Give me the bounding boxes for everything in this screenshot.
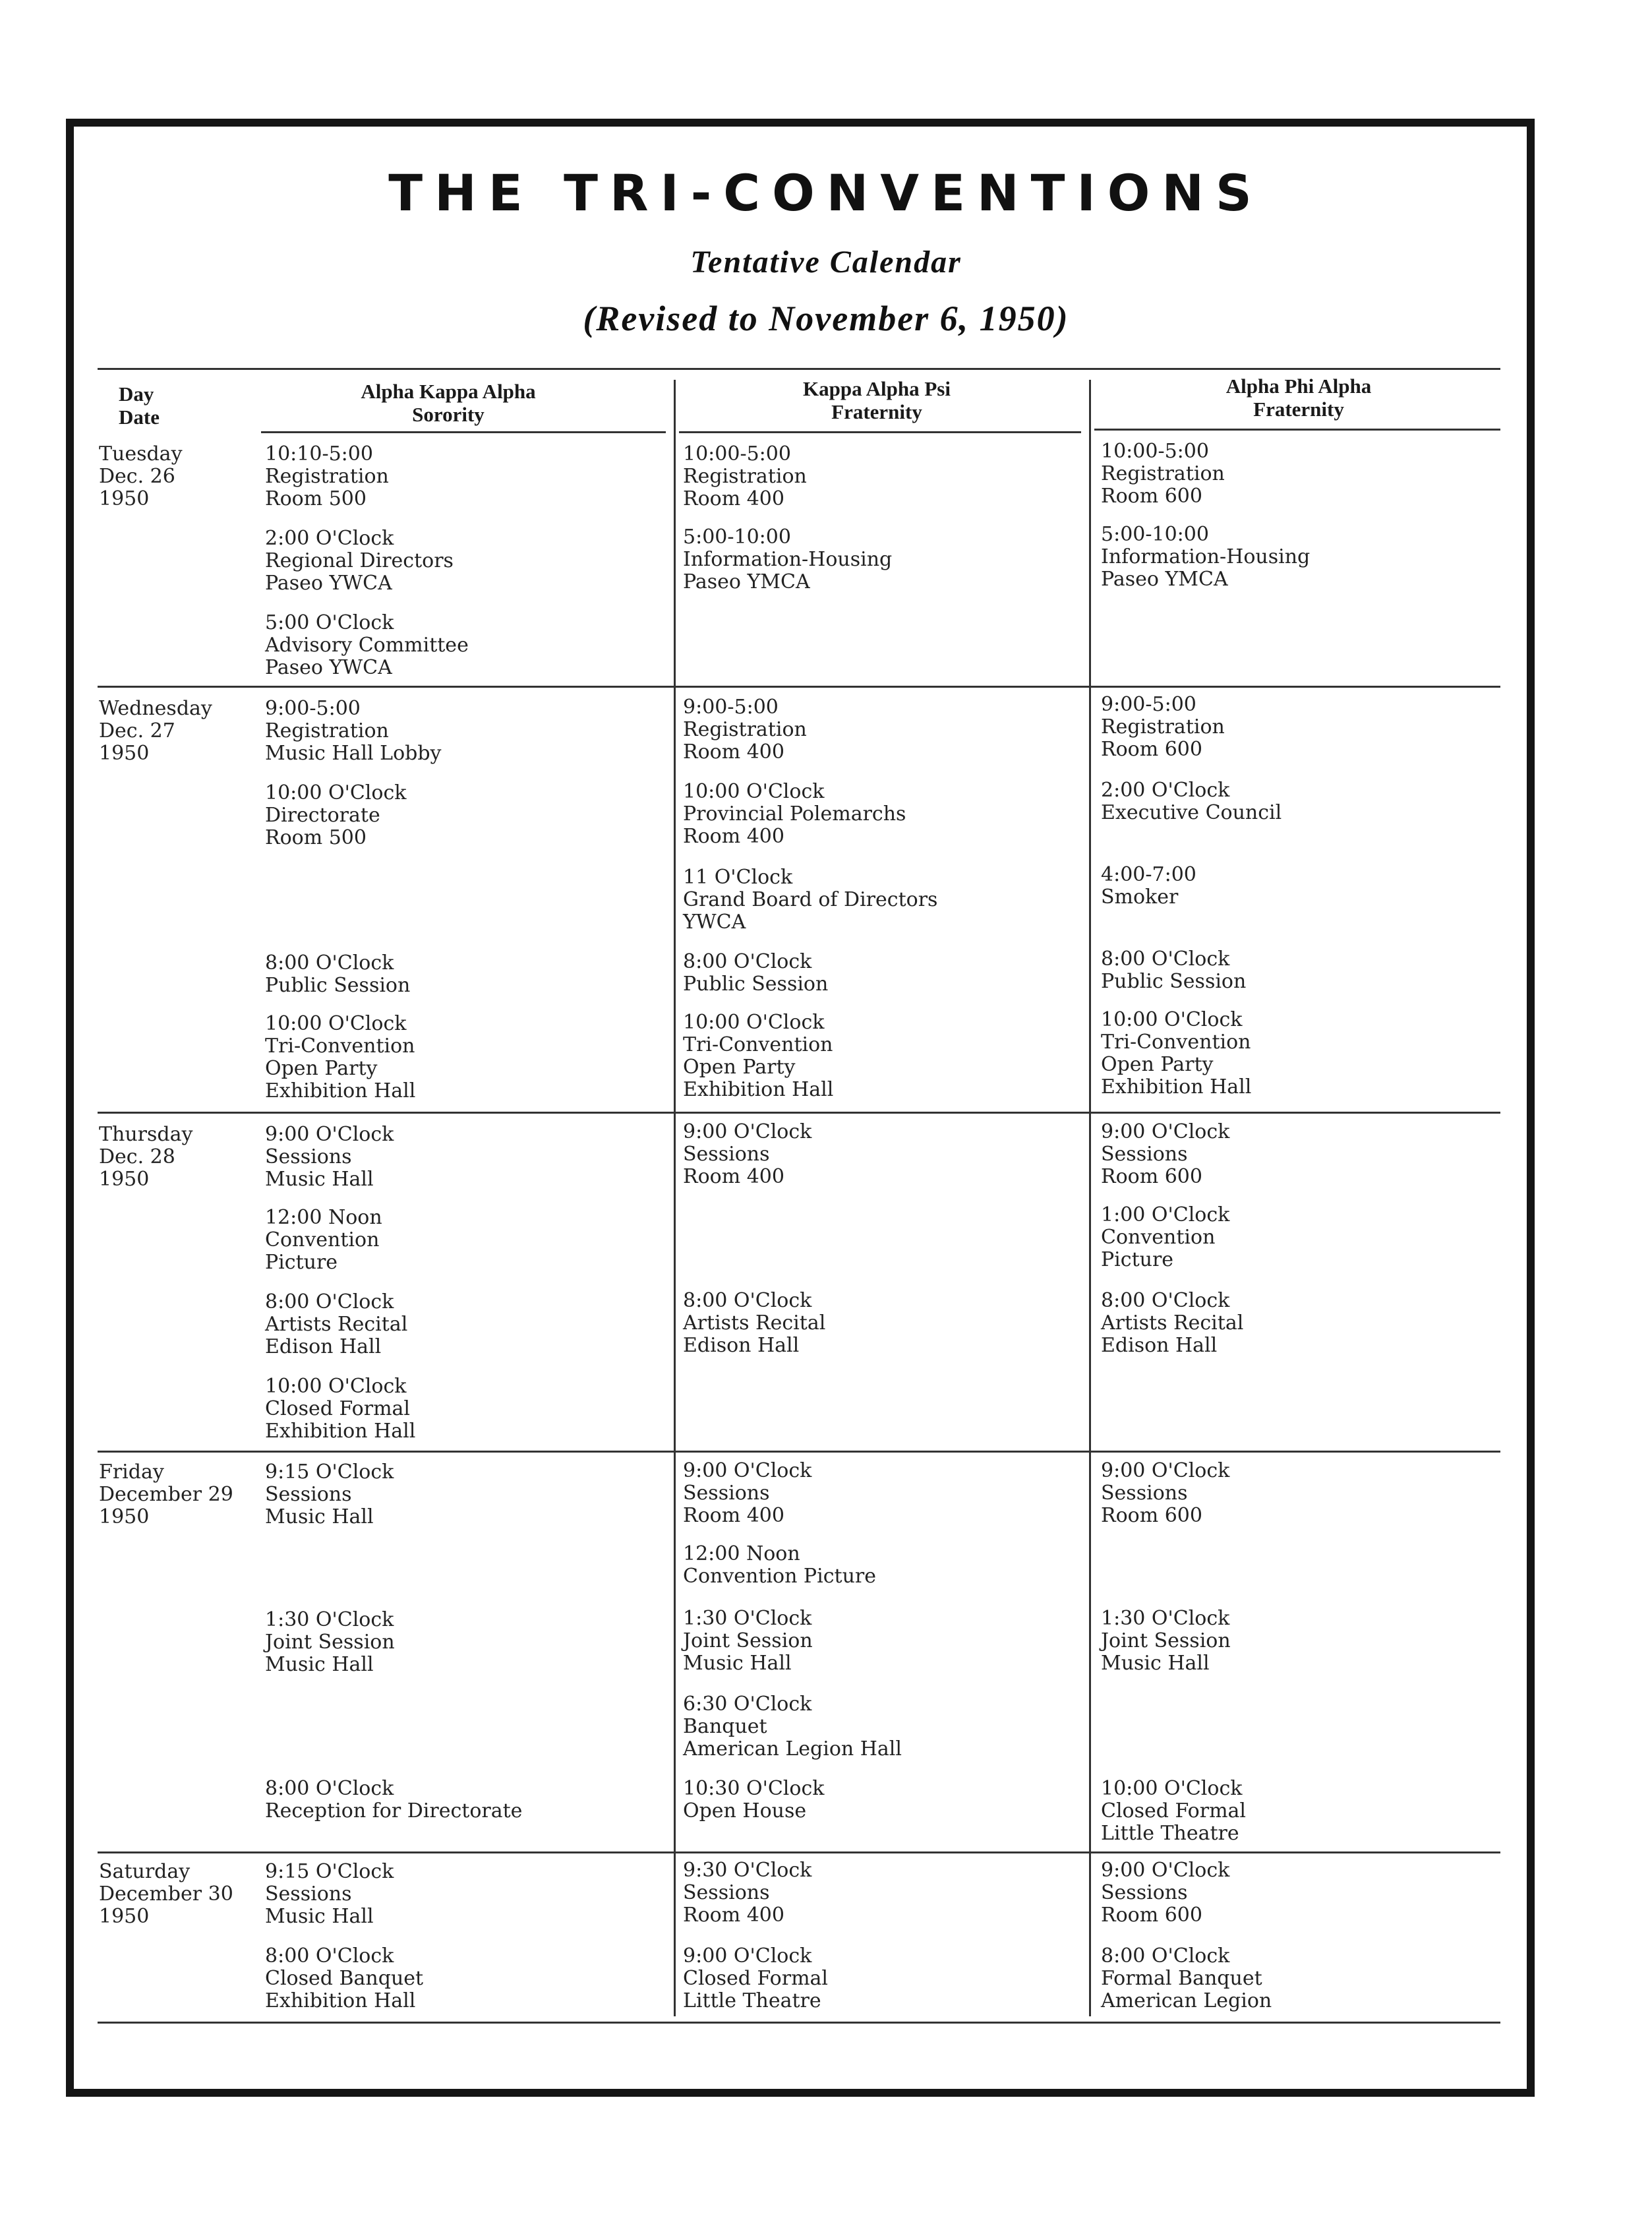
entry-time: 8:00 O'Clock [683,950,812,973]
entry-time: 1:30 O'Clock [683,1607,812,1630]
entry-detail: Sessions [683,1143,770,1166]
column-header-day [99,382,204,429]
schedule-entry [1101,1859,1229,1927]
entry-detail: Information-Housing [683,548,893,571]
column-header-line: Kappa Alpha Psi [803,377,951,400]
entry-detail: Formal Banquet [1101,1967,1262,1990]
entry-detail: Convention Picture [683,1565,876,1588]
entry-time: 8:00 O'Clock [265,951,394,975]
day-date-line: 1950 [99,1168,150,1191]
column-header-line: Fraternity [831,400,922,423]
entry-detail: Paseo YWCA [265,572,392,595]
entry-time: 1:30 O'Clock [1101,1607,1230,1630]
schedule-entry [1101,864,1196,909]
column-header-kappa-alpha-psi [679,377,1075,423]
entry-time: 9:30 O'Clock [683,1859,812,1882]
entry-time: 10:00 O'Clock [265,781,407,804]
day-date-line: December 30 [99,1882,233,1906]
entry-detail: Registration [683,465,807,488]
entry-time: 8:00 O'Clock [265,1290,394,1313]
schedule-entry [683,866,937,934]
entry-time: 9:00 O'Clock [683,1120,812,1143]
entry-detail: Public Session [683,973,829,996]
entry-detail: Paseo YMCA [683,570,810,593]
column-header-line: Date [119,406,160,429]
schedule-entry [683,781,906,848]
schedule-entry [265,952,410,997]
entry-time: 8:00 O'Clock [1101,948,1230,971]
entry-detail: Closed Formal [1101,1799,1247,1822]
calendar-subtitle: Tentative Calendar [690,245,962,280]
entry-time: 5:00-10:00 [683,526,791,549]
entry-detail: Music Hall Lobby [265,742,442,765]
entry-detail: YWCA [683,911,746,934]
schedule-entry [1101,779,1282,824]
schedule-entry [1101,1460,1229,1527]
schedule-entry [683,1693,902,1760]
entry-time: 1:30 O'Clock [265,1608,394,1631]
entry-detail: Edison Hall [265,1335,382,1358]
schedule-entry [683,1011,833,1101]
entry-time: 9:00 O'Clock [1101,1120,1230,1143]
table-top-rule [98,368,1500,370]
entry-detail: Room 600 [1101,1904,1202,1927]
entry-time: 2:00 O'Clock [265,527,394,550]
schedule-entry [1101,1778,1246,1845]
entry-detail: Picture [265,1251,338,1274]
entry-time: 5:00 O'Clock [265,611,394,634]
entry-time: 10:10-5:00 [265,442,373,466]
entry-time: 9:00 O'Clock [683,1944,812,1968]
day-separator-rule [98,1112,1500,1114]
entry-time: 9:00-5:00 [1101,693,1196,716]
schedule-entry [1101,1290,1243,1357]
day-date-line: 1950 [99,742,150,765]
schedule-entry [265,1461,394,1528]
entry-time: 1:00 O'Clock [1101,1203,1230,1226]
entry-time: 10:00-5:00 [1101,440,1209,463]
schedule-entry [265,612,469,679]
entry-detail: American Legion [1101,1989,1272,2012]
entry-detail: Open Party [1101,1053,1214,1076]
entry-detail: Room 400 [683,825,784,848]
schedule-entry [683,1121,811,1188]
entry-detail: Joint Session [683,1629,813,1652]
entry-detail: Sessions [1101,1482,1188,1505]
entry-detail: Closed Formal [683,1967,829,1990]
day-date-label [99,1124,192,1191]
page-title: THE TRI-CONVENTIONS [388,164,1264,222]
entry-time: 10:00 O'Clock [265,1375,407,1398]
schedule-entry [683,443,807,510]
entry-detail: Regional Directors [265,549,454,572]
entry-detail: Closed Banquet [265,1967,424,1990]
entry-time: 9:15 O'Clock [265,1860,394,1883]
entry-detail: Picture [1101,1248,1174,1271]
column-divider [674,380,676,2016]
day-date-line: Tuesday [99,442,183,466]
entry-detail: Registration [1101,462,1225,485]
schedule-entry [1101,948,1246,993]
entry-time: 4:00-7:00 [1101,863,1196,886]
day-date-label [99,1861,233,1928]
entry-time: 9:00 O'Clock [265,1123,394,1146]
entry-detail: Artists Recital [683,1311,826,1335]
entry-time: 2:00 O'Clock [1101,779,1230,802]
schedule-entry [265,527,454,595]
entry-detail: Exhibition Hall [1101,1075,1252,1098]
column-header-line: Fraternity [1253,398,1344,421]
entry-detail: Music Hall [265,1653,374,1676]
entry-time: 9:00-5:00 [683,696,779,719]
entry-detail: Directorate [265,804,380,827]
entry-time: 9:15 O'Clock [265,1460,394,1484]
entry-detail: Artists Recital [265,1313,408,1336]
entry-time: 10:00 O'Clock [683,780,825,803]
column-header-line: Alpha Kappa Alpha [361,380,536,403]
entry-detail: Little Theatre [1101,1822,1239,1845]
column-header-line: Day [119,382,154,406]
entry-detail: Grand Board of Directors [683,888,938,911]
schedule-entry [683,696,807,764]
entry-time: 8:00 O'Clock [265,1944,394,1968]
day-date-line: 1950 [99,1905,150,1928]
entry-detail: Tri-Convention [265,1035,415,1058]
schedule-entry [265,1291,407,1358]
entry-detail: Music Hall [265,1168,374,1191]
entry-detail: Convention [1101,1226,1216,1249]
column-header-alpha-kappa-alpha [264,380,633,426]
entry-detail: Room 400 [683,740,784,764]
entry-time: 12:00 Noon [683,1542,800,1565]
schedule-entry [683,1945,828,2012]
day-date-line: Wednesday [99,697,212,720]
schedule-entry [265,698,441,765]
entry-time: 10:00 O'Clock [1101,1777,1243,1800]
schedule-entry [265,1375,415,1443]
entry-detail: Exhibition Hall [265,1079,416,1102]
entry-detail: Room 400 [683,487,784,510]
entry-detail: Advisory Committee [265,634,469,657]
header-underline [261,431,666,433]
entry-detail: Tri-Convention [683,1033,833,1056]
entry-detail: Sessions [683,1881,770,1904]
column-header-line: Alpha Phi Alpha [1225,375,1372,398]
entry-detail: Room 600 [1101,1165,1202,1188]
entry-time: 11 O'Clock [683,866,793,889]
entry-detail: Room 400 [683,1504,784,1527]
entry-time: 8:00 O'Clock [265,1777,394,1800]
schedule-entry [683,1290,825,1357]
entry-detail: Registration [265,719,389,742]
entry-detail: Sessions [265,1145,352,1168]
entry-detail: Joint Session [1101,1629,1231,1652]
entry-time: 6:30 O'Clock [683,1693,812,1716]
day-date-label [99,698,212,765]
revision-note: (Revised to November 6, 1950) [583,299,1069,338]
schedule-entry [265,1207,382,1274]
day-date-line: Dec. 26 [99,465,175,488]
entry-detail: Little Theatre [683,1989,821,2012]
entry-detail: Closed Formal [265,1397,411,1420]
entry-detail: Provincial Polemarchs [683,802,906,826]
day-date-line: Thursday [99,1123,193,1146]
entry-detail: Room 400 [683,1165,784,1188]
schedule-entry [265,1609,395,1676]
entry-detail: Convention [265,1228,380,1251]
schedule-entry [683,1543,876,1588]
entry-detail: Edison Hall [1101,1334,1218,1357]
entry-detail: Reception for Directorate [265,1799,523,1822]
entry-detail: Sessions [683,1482,770,1505]
entry-detail: Room 400 [683,1904,784,1927]
schedule-entry [1101,524,1310,591]
schedule-entry [683,1778,824,1822]
table-bottom-rule [98,2022,1500,2024]
entry-time: 9:00 O'Clock [1101,1859,1230,1882]
schedule-entry [1101,1204,1229,1271]
header-underline [679,431,1081,433]
day-date-line: Friday [99,1460,164,1484]
entry-detail: Artists Recital [1101,1311,1244,1335]
schedule-entry [683,526,892,593]
entry-detail: Music Hall [265,1905,374,1928]
column-divider [1089,380,1091,2016]
entry-detail: Music Hall [683,1652,792,1675]
day-separator-rule [98,1851,1500,1853]
entry-detail: Music Hall [1101,1652,1210,1675]
schedule-entry [265,1124,394,1191]
day-separator-rule [98,686,1500,688]
entry-detail: Joint Session [265,1631,395,1654]
column-header-line: Sorority [412,403,485,426]
schedule-entry [1101,1945,1272,2012]
schedule-entry [1101,440,1225,508]
entry-detail: Room 500 [265,487,367,510]
schedule-entry [1101,694,1225,761]
entry-detail: Sessions [265,1483,352,1506]
entry-time: 12:00 Noon [265,1206,382,1229]
schedule-entry [683,1859,811,1927]
entry-detail: Smoker [1101,886,1179,909]
entry-detail: Room 500 [265,826,367,849]
entry-detail: Tri-Convention [1101,1031,1251,1054]
header-underline [1094,429,1500,431]
schedule-entry [683,1460,811,1527]
entry-detail: Room 600 [1101,1504,1202,1527]
entry-detail: Registration [265,465,389,488]
entry-time: 10:00 O'Clock [683,1011,825,1034]
entry-time: 9:00 O'Clock [1101,1459,1230,1482]
entry-detail: Exhibition Hall [683,1078,834,1101]
entry-detail: Paseo YMCA [1101,568,1228,591]
entry-detail: Sessions [1101,1881,1188,1904]
entry-time: 5:00-10:00 [1101,523,1209,546]
schedule-entry [265,782,406,849]
entry-detail: Registration [683,718,807,741]
schedule-entry [683,1608,813,1675]
schedule-entry [265,443,389,510]
entry-detail: Room 600 [1101,738,1202,761]
day-date-label [99,1461,233,1528]
entry-detail: Paseo YWCA [265,656,392,679]
entry-detail: Room 600 [1101,485,1202,508]
entry-detail: Executive Council [1101,801,1282,824]
day-date-line: Dec. 27 [99,719,175,742]
schedule-entry [265,1013,415,1102]
day-date-label [99,443,183,510]
entry-detail: Music Hall [265,1505,374,1528]
entry-detail: Public Session [1101,970,1247,993]
entry-time: 9:00-5:00 [265,697,361,720]
entry-time: 10:00-5:00 [683,442,791,466]
column-header-alpha-phi-alpha [1094,375,1503,421]
day-date-line: Saturday [99,1860,191,1883]
entry-time: 8:00 O'Clock [1101,1289,1230,1312]
schedule-entry [265,1778,522,1822]
day-date-line: 1950 [99,1505,150,1528]
entry-time: 10:00 O'Clock [265,1012,407,1035]
schedule-entry [683,951,828,996]
entry-detail: Exhibition Hall [265,1420,416,1443]
entry-detail: Edison Hall [683,1334,800,1357]
entry-time: 9:00 O'Clock [683,1459,812,1482]
day-date-line: Dec. 28 [99,1145,175,1168]
entry-detail: Information-Housing [1101,545,1311,568]
day-separator-rule [98,1451,1500,1453]
schedule-entry [1101,1121,1229,1188]
entry-detail: Registration [1101,715,1225,738]
entry-detail: Public Session [265,974,411,997]
entry-detail: Open House [683,1799,807,1822]
entry-time: 8:00 O'Clock [683,1289,812,1312]
entry-time: 10:30 O'Clock [683,1777,825,1800]
schedule-entry [265,1945,423,2012]
day-date-line: 1950 [99,487,150,510]
entry-time: 10:00 O'Clock [1101,1008,1243,1031]
entry-detail: Sessions [1101,1143,1188,1166]
entry-time: 8:00 O'Clock [1101,1944,1230,1968]
entry-detail: Open Party [683,1056,796,1079]
schedule-entry [265,1861,394,1928]
entry-detail: Open Party [265,1057,378,1080]
day-date-line: December 29 [99,1483,233,1506]
entry-detail: Exhibition Hall [265,1989,416,2012]
entry-detail: American Legion Hall [683,1737,902,1760]
schedule-entry [1101,1009,1251,1098]
schedule-entry [1101,1608,1231,1675]
entry-detail: Banquet [683,1715,767,1738]
entry-detail: Sessions [265,1882,352,1906]
